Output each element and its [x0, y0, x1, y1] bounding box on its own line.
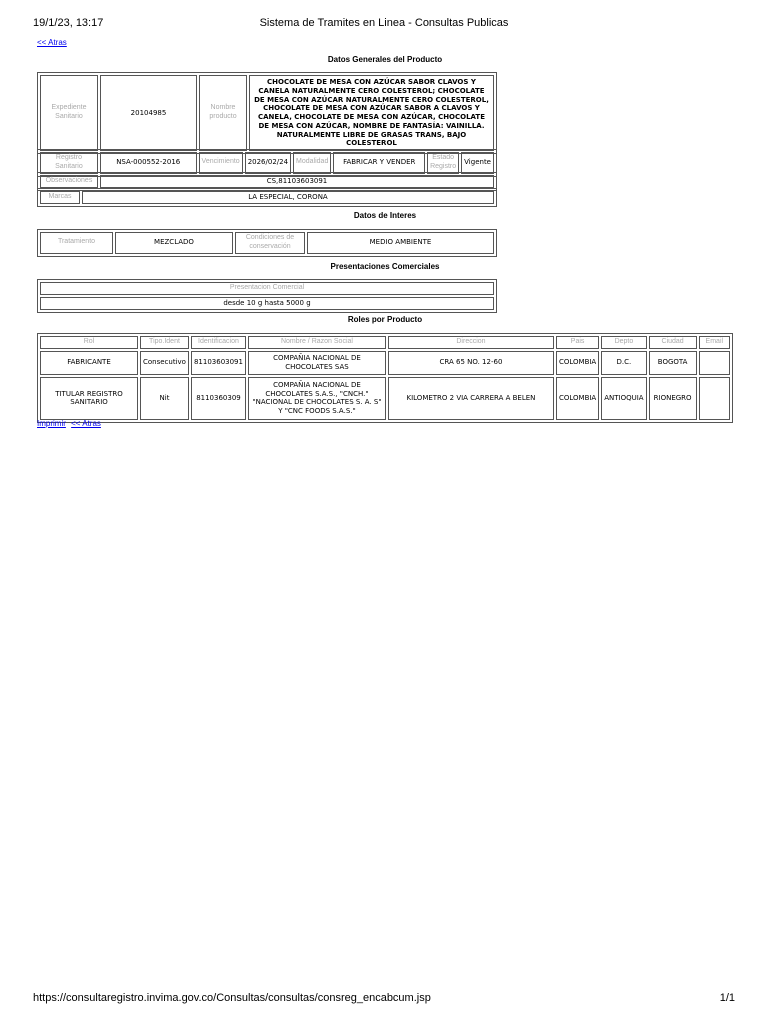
marcas-label: Marcas [40, 191, 80, 204]
identificacion-cell: 8110360309 [191, 377, 246, 420]
role-cell: FABRICANTE [40, 351, 138, 375]
modalidad-value: FABRICAR Y VENDER [333, 152, 425, 174]
marcas-table [37, 188, 497, 207]
print-title: Sistema de Tramites en Linea - Consultas Publicas [259, 17, 509, 29]
registro-value: NSA-000552-2016 [100, 152, 197, 174]
direccion-cell: CRA 65 NO. 12-60 [388, 351, 554, 375]
tipo-ident-cell: Consecutivo [140, 351, 189, 375]
roles-table [37, 333, 733, 423]
interes-section-title: Datos de Interes [353, 211, 417, 220]
identificacion-cell: 81103603091 [191, 351, 246, 375]
role-cell: TITULAR REGISTRO SANITARIO [40, 377, 138, 420]
roles-header-nombre: Nombre / Razon Social [248, 336, 386, 349]
vencimiento-value: 2026/02/24 [245, 152, 291, 174]
nombre-value: CHOCOLATE DE MESA CON AZÚCAR SABOR CLAVOS Y CANELA NATURALMENTE CERO COLESTEROL; CHOCOLATE DE MESA CON AZÚCAR NATURALMENTE CERO COLESTEROL, CHOCOLATE DE MESA CON AZÚCAR SABOR A CLAVOS Y CANELA, CHOCOLATE DE MESA CON AZÚCAR, CHOCOLATE DE MESA CON AZÚCAR, NOMBRE DE FANTASÍA: VAINILLA. NATURALMENTE LIBRE DE GRASAS TRANS, BAJO COLESTEROL [249, 75, 494, 151]
roles-section-title: Roles por Producto [347, 315, 423, 324]
print-link[interactable]: Imprimir [37, 419, 66, 428]
depto-cell: D.C. [601, 351, 646, 375]
modalidad-label: Modalidad [293, 152, 331, 174]
depto-cell: ANTIOQUIA [601, 377, 646, 420]
print-url: https://consultaregistro.invima.gov.co/Consultas/consultas/consreg_encabcum.jsp [33, 992, 431, 1004]
roles-header-pais: Pais [556, 336, 599, 349]
expediente-label: Expediente Sanitario [40, 75, 98, 151]
roles-header-direccion: Direccion [388, 336, 554, 349]
roles-header-ciudad: Ciudad [649, 336, 697, 349]
general-section-title: Datos Generales del Producto [327, 55, 443, 64]
roles-header-depto: Depto [601, 336, 646, 349]
razon-social-cell: COMPAÑIA NACIONAL DE CHOCOLATES S.A.S., "CNCH." "NACIONAL DE CHOCOLATES S. A. S" Y "CNC FOODS S.A.S." [248, 377, 386, 420]
vencimiento-label: Vencimiento [199, 152, 243, 174]
observaciones-label: Observaciones [40, 175, 98, 188]
condiciones-label: Condiciones de conservación [235, 232, 305, 254]
estado-value: Vigente [461, 152, 494, 174]
registro-label: Registro Sanitario [40, 152, 98, 174]
email-cell [699, 351, 730, 375]
bottom-links [37, 419, 104, 428]
roles-header-rol: Rol [40, 336, 138, 349]
presentaciones-table [37, 279, 497, 313]
ciudad-cell: RIONEGRO [649, 377, 697, 420]
pais-cell: COLOMBIA [556, 351, 599, 375]
print-header [33, 17, 735, 33]
expediente-value: 20104985 [100, 75, 197, 151]
direccion-cell: KILOMETRO 2 VIA CARRERA A BELEN [388, 377, 554, 420]
ciudad-cell: BOGOTA [649, 351, 697, 375]
marcas-value: LA ESPECIAL, CORONA [82, 191, 494, 204]
observaciones-value: CS,81103603091 [100, 175, 494, 188]
roles-header-row [40, 336, 730, 349]
table-row [40, 351, 730, 375]
razon-social-cell: COMPAÑIA NACIONAL DE CHOCOLATES SAS [248, 351, 386, 375]
roles-header-tipo: Tipo.Ident [140, 336, 189, 349]
presentacion-value: desde 10 g hasta 5000 g [40, 297, 494, 310]
back-link[interactable]: << Atras [37, 38, 67, 47]
email-cell [699, 377, 730, 420]
tratamiento-label: Tratamiento [40, 232, 113, 254]
roles-header-email: Email [699, 336, 730, 349]
pais-cell: COLOMBIA [556, 377, 599, 420]
interes-table [37, 229, 497, 257]
back-link-bottom[interactable]: << Atras [71, 419, 101, 428]
tipo-ident-cell: Nit [140, 377, 189, 420]
nombre-label: Nombre producto [199, 75, 247, 151]
print-date: 19/1/23, 13:17 [33, 17, 104, 29]
tratamiento-value: MEZCLADO [115, 232, 233, 254]
condiciones-value: MEDIO AMBIENTE [307, 232, 494, 254]
general-info-table [37, 72, 497, 154]
table-row [40, 377, 730, 420]
presentacion-header: Presentacion Comercial [40, 282, 494, 295]
print-footer [33, 992, 735, 1008]
presentaciones-section-title: Presentaciones Comerciales [330, 262, 440, 271]
page-count: 1/1 [719, 992, 735, 1004]
estado-label: Estado Registro [427, 152, 459, 174]
roles-header-identificacion: Identificacion [191, 336, 246, 349]
